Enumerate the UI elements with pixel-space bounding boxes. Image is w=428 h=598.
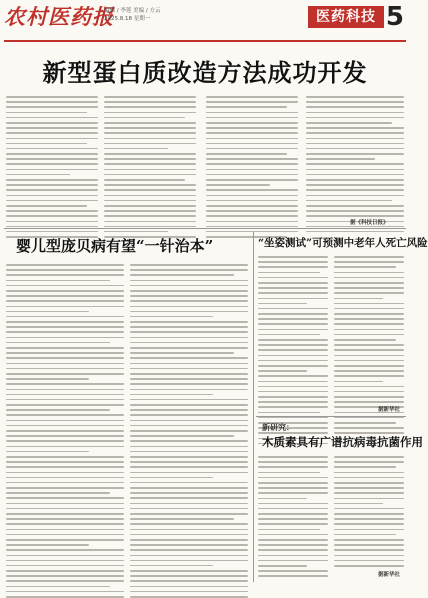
lead-body-col-3 bbox=[206, 96, 298, 238]
lead-signature: 据《科技日报》 bbox=[350, 220, 389, 226]
infant-article-headline: 婴儿型庞贝病有望“一针治本” bbox=[16, 237, 214, 255]
column-divider bbox=[253, 232, 254, 582]
page-number: 5 bbox=[385, 2, 404, 32]
vaccine-article-headline: 木质素具有广谱抗病毒抗菌作用 bbox=[262, 435, 423, 449]
masthead bbox=[4, 2, 406, 42]
issue-date: 2025.8.18 星期一 bbox=[104, 16, 151, 22]
lead-body-col-1 bbox=[6, 96, 98, 238]
newspaper-logo: 农村医药报 bbox=[4, 4, 114, 29]
section-divider bbox=[4, 228, 406, 229]
vaccine-body-col-2 bbox=[334, 456, 404, 567]
vaccine-body-col-1 bbox=[258, 456, 328, 577]
section-banner: 医药科技 bbox=[308, 6, 384, 28]
vaccine-article-kicker: 新研究： bbox=[262, 423, 294, 432]
stroke-article-headline: “坐姿测试”可预测中老年人死亡风险 bbox=[258, 237, 428, 249]
stroke-signature: 据新华社 bbox=[378, 407, 401, 413]
infant-body-col-1 bbox=[6, 264, 124, 598]
lead-body-col-4 bbox=[306, 96, 404, 232]
infant-body-col-2 bbox=[130, 264, 248, 598]
right-divider bbox=[256, 416, 406, 417]
editor-line: 编辑 / 李莲 美编 / 方云 bbox=[104, 8, 161, 14]
dateline bbox=[104, 7, 224, 23]
lead-headline: 新型蛋白质改造方法成功开发 bbox=[42, 58, 368, 87]
vaccine-signature: 据新华社 bbox=[378, 572, 401, 578]
lead-body-col-2 bbox=[104, 96, 196, 238]
